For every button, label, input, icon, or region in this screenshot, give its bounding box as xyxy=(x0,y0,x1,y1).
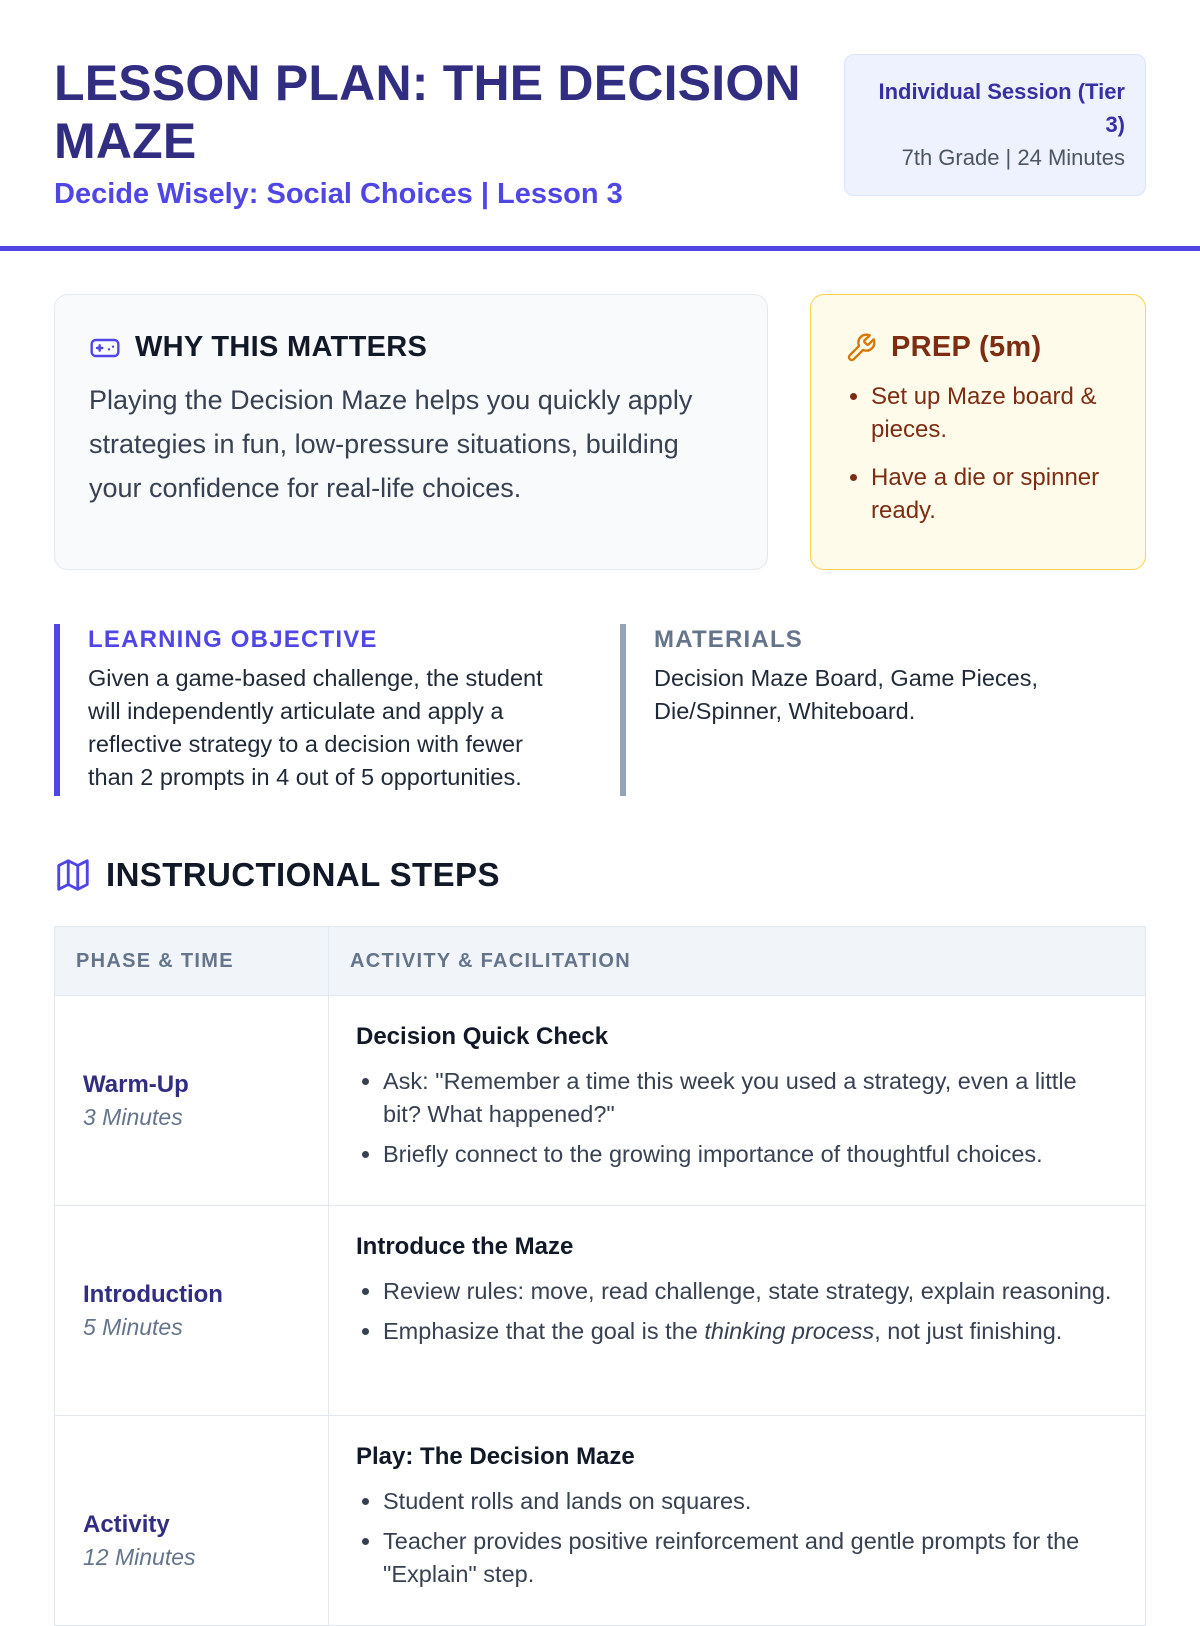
page-title: LESSON PLAN: THE DECISION MAZE xyxy=(54,55,801,169)
gamepad-icon xyxy=(89,332,121,364)
header xyxy=(54,0,1146,210)
prep-card xyxy=(810,294,1146,570)
materials-label: MATERIALS xyxy=(654,626,804,653)
prep-item: • Set up Maze board & pieces. xyxy=(871,380,1111,446)
activity-cell xyxy=(329,996,1145,1205)
materials xyxy=(620,624,1146,796)
phase-cell xyxy=(55,1416,329,1626)
prep-list xyxy=(845,380,1111,527)
steps-heading-text: INSTRUCTIONAL STEPS xyxy=(106,856,500,893)
activity-item-text: Emphasize that the goal is the xyxy=(383,1318,705,1344)
activity-item: • Student rolls and lands on squares. xyxy=(383,1485,1115,1518)
activity-cell xyxy=(329,1206,1145,1415)
phase-time: 12 Minutes xyxy=(83,1544,196,1570)
prep-item: • Have a die or spinner ready. xyxy=(871,461,1111,527)
activity-item: • Ask: "Remember a time this week you used a strategy, even a little bit? What happened?" xyxy=(383,1065,1115,1131)
header-divider xyxy=(0,246,1200,251)
why-text: Playing the Decision Maze helps you quickly apply strategies in fun, low-pressure situations, building your confidence for real-life choices. xyxy=(89,385,693,503)
activity-title: Play: The Decision Maze xyxy=(356,1443,635,1470)
page-subtitle: Decide Wisely: Social Choices | Lesson 3 xyxy=(54,178,623,210)
activity-list xyxy=(356,1065,1115,1171)
table-row xyxy=(55,1416,1145,1626)
phase-time: 3 Minutes xyxy=(83,1103,183,1130)
activity-list xyxy=(356,1275,1115,1348)
activity-item-text: , not just finishing. xyxy=(874,1318,1063,1344)
activity-title: Decision Quick Check xyxy=(356,1023,609,1050)
why-heading: WHY THIS MATTERS xyxy=(135,331,428,363)
activity-list xyxy=(356,1485,1115,1591)
table-header xyxy=(55,927,1145,996)
materials-text: Decision Maze Board, Game Pieces, Die/Spinner, Whiteboard. xyxy=(654,665,1038,724)
objective-text: Given a game-based challenge, the student will independently articulate and apply a reflective strategy to a decision with fewer than 2 prompts in 4 out of 5 opportunities. xyxy=(88,665,543,790)
session-type: Individual Session (Tier 3) xyxy=(878,79,1125,137)
activity-item: • Teacher provides positive reinforcement and gentle prompts for the "Explain" step. xyxy=(383,1525,1115,1591)
table-row xyxy=(55,1206,1145,1416)
objective-label: LEARNING OBJECTIVE xyxy=(88,626,378,653)
activity-title: Introduce the Maze xyxy=(356,1233,574,1260)
phase-cell xyxy=(55,1206,329,1415)
session-meta: 7th Grade | 24 Minutes xyxy=(901,145,1125,170)
phase-name: Activity xyxy=(83,1511,170,1538)
why-this-matters-card xyxy=(54,294,768,570)
wrench-icon xyxy=(845,332,877,364)
activity-item-emphasis: thinking process xyxy=(704,1318,875,1344)
learning-objective xyxy=(54,624,574,796)
activity-cell xyxy=(329,1416,1145,1626)
phase-name: Introduction xyxy=(83,1280,223,1308)
activity-item: • Briefly connect to the growing importance of thoughtful choices. xyxy=(383,1138,1115,1171)
map-icon xyxy=(54,856,92,894)
phase-time: 5 Minutes xyxy=(83,1313,183,1340)
activity-item: • Review rules: move, read challenge, state strategy, explain reasoning. xyxy=(383,1275,1115,1308)
column-header-phase: PHASE & TIME xyxy=(55,927,329,995)
session-info-card xyxy=(844,54,1146,196)
instructional-steps-heading xyxy=(54,856,500,894)
table-row xyxy=(55,996,1145,1206)
steps-table xyxy=(54,926,1146,1626)
phase-cell xyxy=(55,996,329,1205)
phase-name: Warm-Up xyxy=(83,1070,189,1098)
prep-heading: PREP (5m) xyxy=(891,331,1042,363)
column-header-activity: ACTIVITY & FACILITATION xyxy=(350,949,632,972)
activity-item xyxy=(383,1315,1115,1348)
